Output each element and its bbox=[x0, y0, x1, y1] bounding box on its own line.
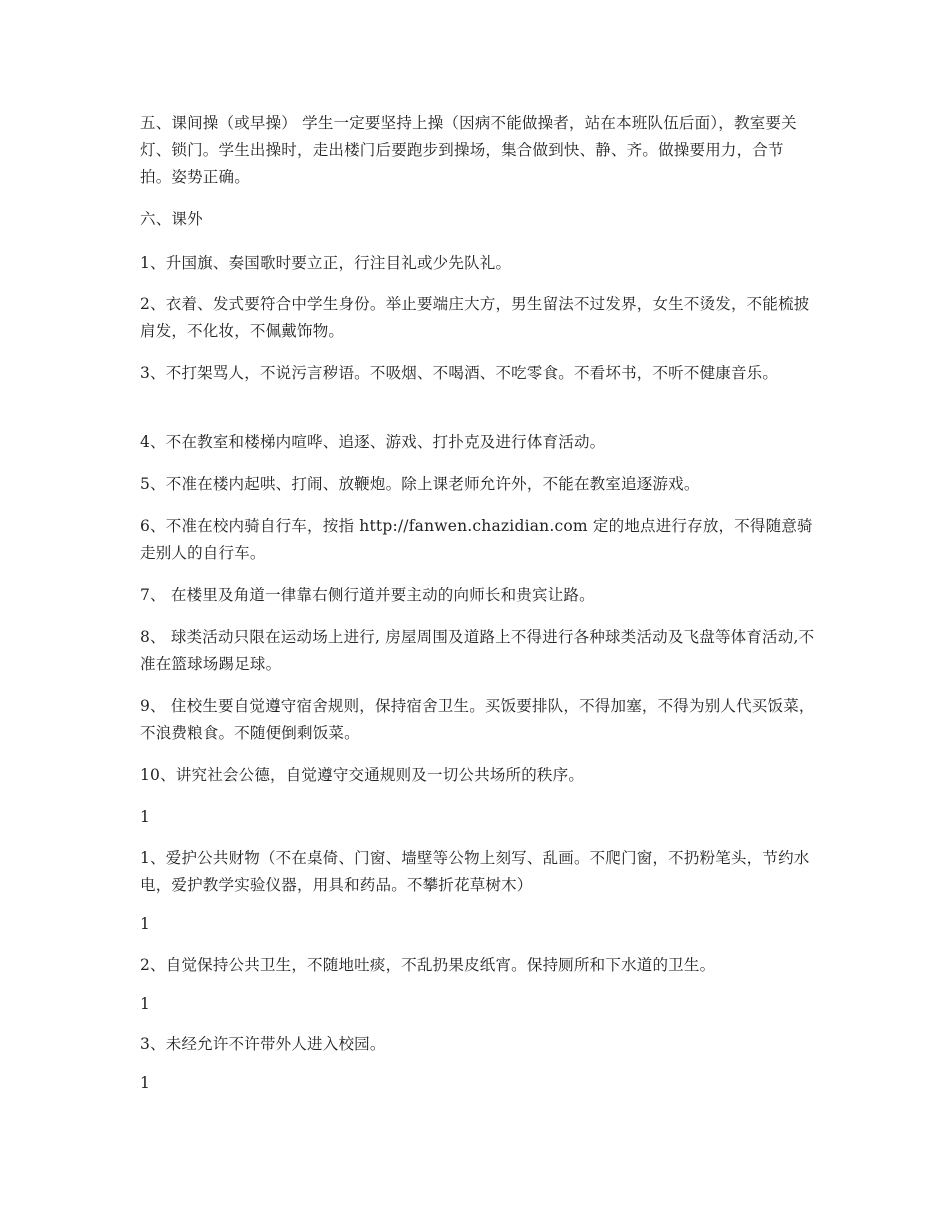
rule-item-visitors: 3、未经允许不许带外人进入校园。 bbox=[140, 1035, 386, 1053]
rule-item-10: 10、讲究社会公德，自觉遵守交通规则及一切公共场所的秩序。 bbox=[140, 766, 585, 784]
section-heading-extracurricular: 六、课外 bbox=[140, 210, 203, 228]
rule-item-5: 5、不准在楼内起哄、打闹、放鞭炮。除上课老师允许外，不能在教室追逐游戏。 bbox=[140, 475, 700, 493]
section-number: 1 bbox=[140, 1074, 151, 1092]
rule-item-4: 4、不在教室和楼梯内喧哗、追逐、游戏、打扑克及进行体育活动。 bbox=[140, 433, 606, 451]
rule-item-2: 2、衣着、发式要符合中学生身份。举止要端庄大方，男生留法不过发界，女生不烫发，不能梳披肩发，不化妆，不佩戴饰物。 bbox=[140, 295, 810, 340]
section-number: 1 bbox=[140, 995, 151, 1013]
rule-item-3: 3、不打架骂人，不说污言秽语。不吸烟、不喝酒、不吃零食。不看坏书，不听不健康音乐。 bbox=[140, 364, 779, 382]
section-number: 1 bbox=[140, 808, 151, 826]
rule-item-public-hygiene: 2、自觉保持公共卫生，不随地吐痰，不乱扔果皮纸宵。保持厕所和下水道的卫生。 bbox=[140, 956, 716, 974]
rule-item-1: 1、升国旗、奏国歌时要立正，行注目礼或少先队礼。 bbox=[140, 254, 512, 272]
rule-item-6: 6、不准在校内骑自行车，按指 http://fanwen.chazidian.com 定的地点进行存放，不得随意骑走别人的自行车。 bbox=[140, 517, 813, 562]
paragraph-morning-exercise: 五、课间操（或早操） 学生一定要坚持上操（因病不能做操者，站在本班队伍后面），教室要关灯、锁门。学生出操时，走出楼门后要跑步到操场，集合做到快、静、齐。做操要用力，合节拍。姿势正确。 bbox=[140, 114, 797, 186]
rule-item-public-property: 1、爱护公共财物（不在桌倚、门窗、墙壁等公物上刻写、乱画。不爬门窗，不扔粉笔头，节约水电，爱护教学实验仪器，用具和药品。不攀折花草树木） bbox=[140, 849, 810, 894]
section-number: 1 bbox=[140, 915, 151, 933]
rule-item-8: 8、 球类活动只限在运动场上进行, 房屋周围及道路上不得进行各种球类活动及飞盘等体育活动,不准在篮球场踢足球。 bbox=[140, 628, 815, 673]
rule-item-9: 9、 住校生要自觉遵守宿舍规则，保持宿舍卫生。买饭要排队，不得加塞，不得为别人代买饭菜，不浪费粮食。不随便倒剩饭菜。 bbox=[140, 697, 815, 742]
rule-item-7: 7、 在楼里及角道一律靠右侧行道并要主动的向师长和贵宾让路。 bbox=[140, 586, 595, 604]
